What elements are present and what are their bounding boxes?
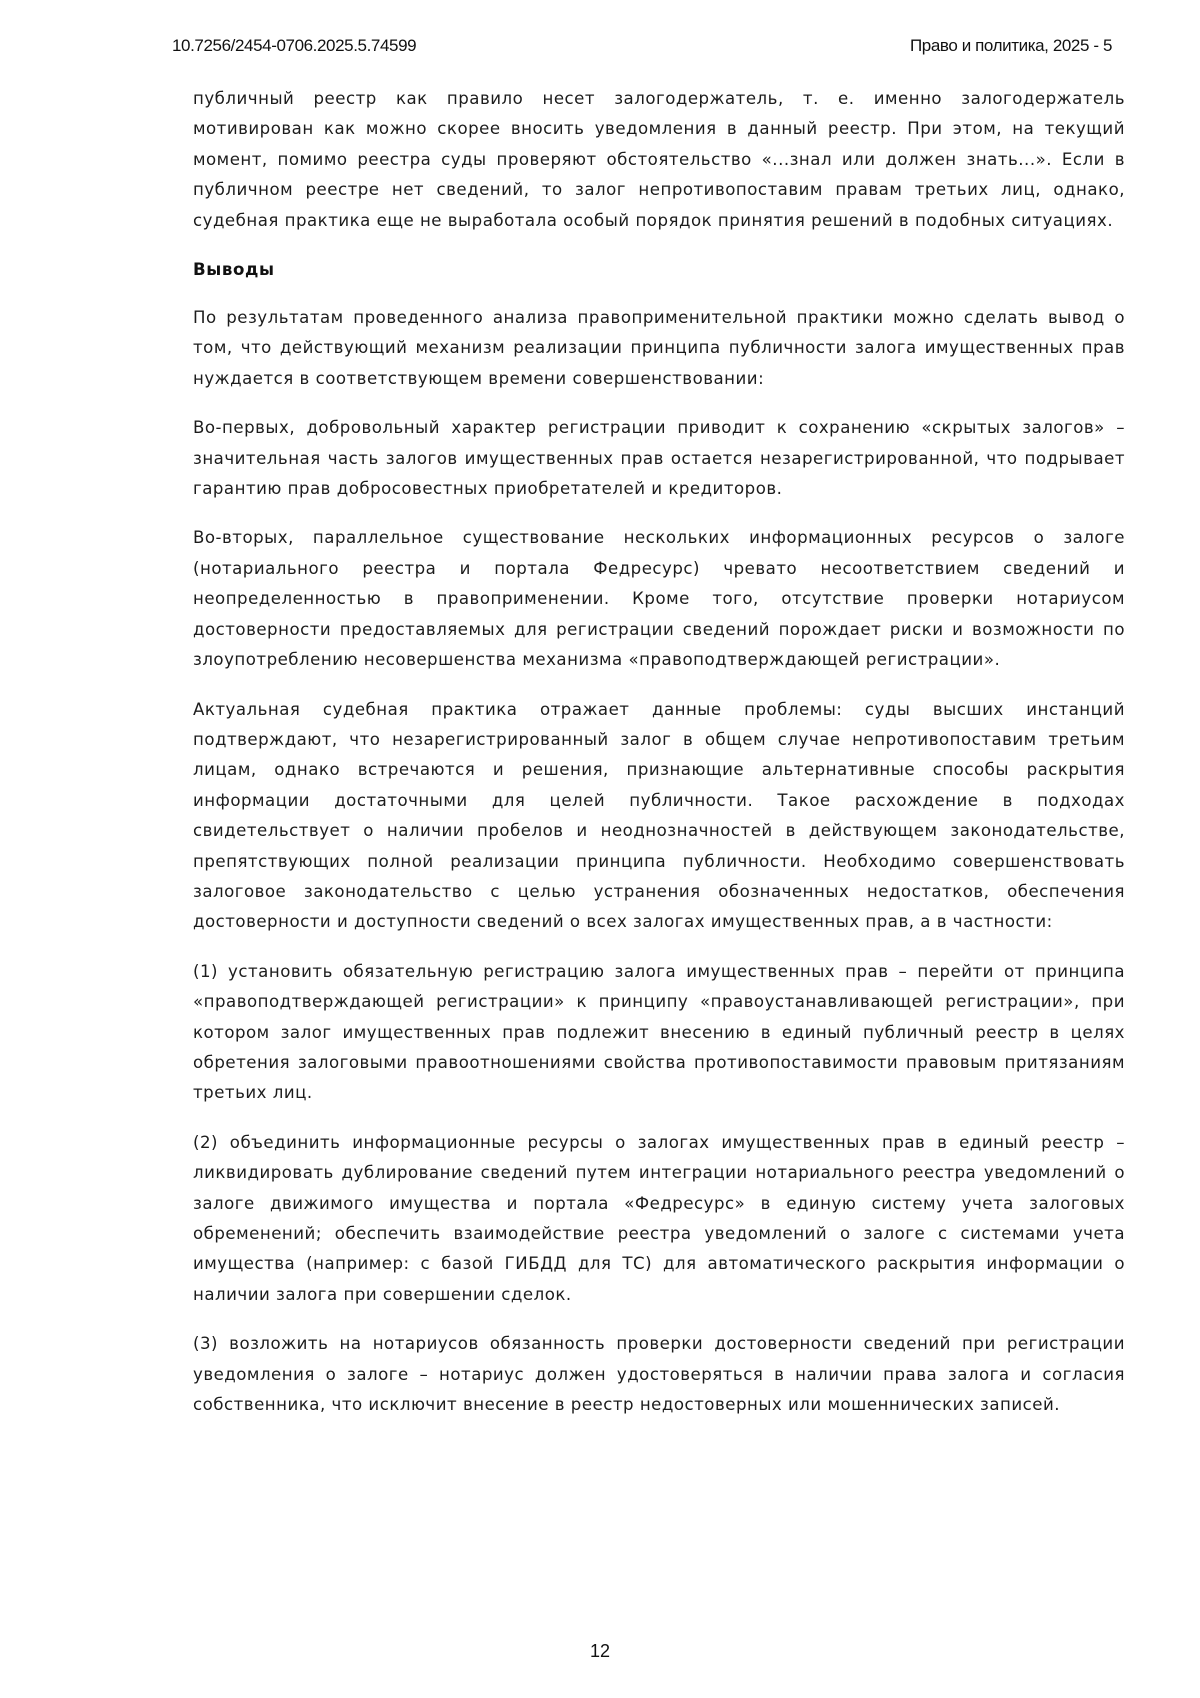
page-number: 12: [0, 1641, 1200, 1662]
paragraph-intro: публичный реестр как правило несет залогодержатель, т. е. именно залогодержатель мотивирован как можно скорее вносить уведомления в данный реестр. При этом, на текущий момент, помимо реестра суды проверяют обстоятельство «...знал или должен знать...». Если в публичном реестре нет сведений, то залог непротивопоставим правам третьих лиц, однако, судебная практика еще не выработала особый порядок принятия решений в подобных ситуациях.: [193, 84, 1125, 236]
list-item: (2) объединить информационные ресурсы о залогах имущественных прав в единый реестр – ликвидировать дублирование сведений путем интеграции нотариального реестра уведомлений о залоге движимого имущества и портала «Федресурс» в единую систему учета залоговых обременений; обеспечить взаимодействие реестра уведомлений о залоге с системами учета имущества (например: с базой ГИБДД для ТС) для автоматического раскрытия информации о наличии залога при совершении сделок.: [193, 1128, 1125, 1310]
article-body: [193, 84, 1125, 1439]
doi-label: 10.7256/2454-0706.2025.5.74599: [172, 36, 416, 56]
page-header: [172, 36, 1112, 60]
paragraph: Актуальная судебная практика отражает данные проблемы: суды высших инстанций подтверждают, что незарегистрированный залог в общем случае непротивопоставим третьим лицам, однако встречаются и решения, признающие альтернативные способы раскрытия информации достаточными для целей публичности. Такое расхождение в подходах свидетельствует о наличии пробелов и неоднозначностей в действующем законодательстве, препятствующих полной реализации принципа публичности. Необходимо совершенствовать залоговое законодательство с целью устранения обозначенных недостатков, обеспечения достоверности и доступности сведений о всех залогах имущественных прав, а в частности:: [193, 695, 1125, 938]
section-heading: Выводы: [193, 255, 1125, 285]
list-item: (3) возложить на нотариусов обязанность проверки достоверности сведений при регистрации уведомления о залоге – нотариус должен удостоверяться в наличии права залога и согласия собственника, что исключит внесение в реестр недостоверных или мошеннических записей.: [193, 1329, 1125, 1420]
paragraph: Во-вторых, параллельное существование нескольких информационных ресурсов о залоге (нотариального реестра и портала Федресурс) чревато несоответствием сведений и неопределенностью в правоприменении. Кроме того, отсутствие проверки нотариусом достоверности предоставляемых для регистрации сведений порождает риски и возможности по злоупотреблению несовершенства механизма «правоподтверждающей регистрации».: [193, 523, 1125, 675]
paragraph: Во-первых, добровольный характер регистрации приводит к сохранению «скрытых залогов» – значительная часть залогов имущественных прав остается незарегистрированной, что подрывает гарантию прав добросовестных приобретателей и кредиторов.: [193, 413, 1125, 504]
list-item: (1) установить обязательную регистрацию залога имущественных прав – перейти от принципа «правоподтверждающей регистрации» к принципу «правоустанавливающей регистрации», при котором залог имущественных прав подлежит внесению в единый публичный реестр в целях обретения залоговыми правоотношениями свойства противопоставимости правовым притязаниям третьих лиц.: [193, 957, 1125, 1109]
journal-label: Право и политика, 2025 - 5: [910, 36, 1112, 56]
paragraph: По результатам проведенного анализа правоприменительной практики можно сделать вывод о том, что действующий механизм реализации принципа публичности залога имущественных прав нуждается в соответствующем времени совершенствовании:: [193, 303, 1125, 394]
